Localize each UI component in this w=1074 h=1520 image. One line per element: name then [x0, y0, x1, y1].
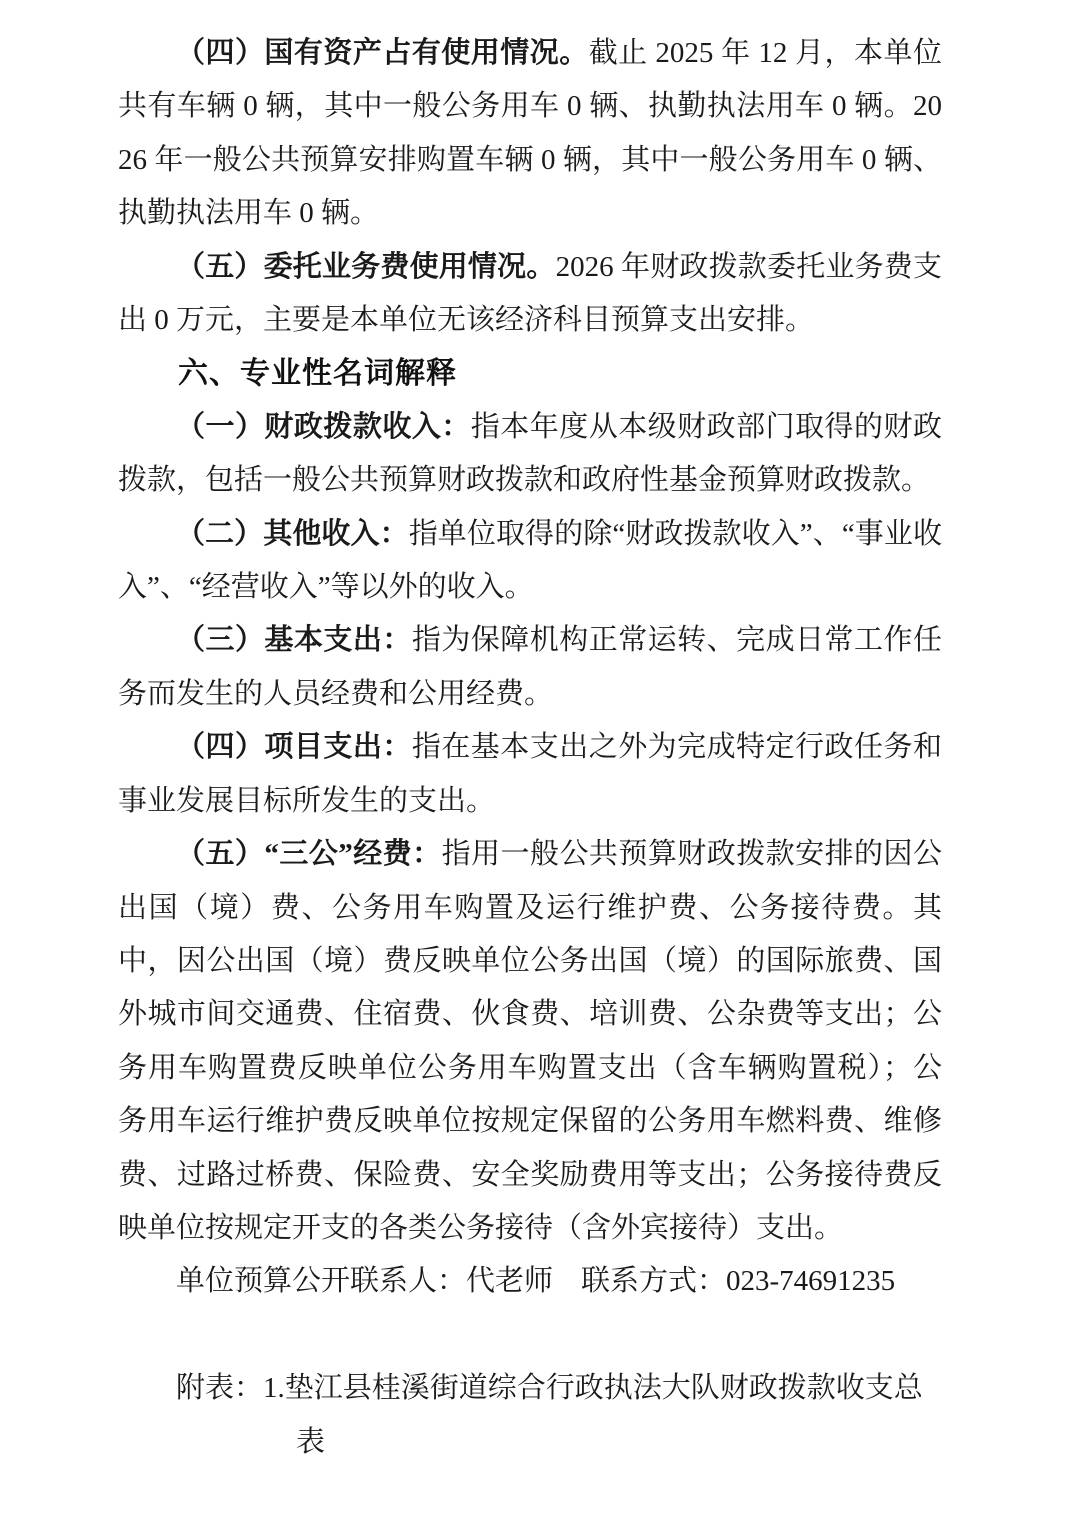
definition-fiscal-appropriation-income	[118, 401, 942, 508]
attachment-note	[118, 1362, 942, 1469]
definition-three-public-funds	[118, 828, 942, 1255]
paragraph-entrusted-fees	[118, 241, 942, 348]
contact-phone: 联系方式：023-74691235	[581, 1265, 896, 1298]
definition-project-expenditure-lead: （四）项目支出：	[176, 731, 412, 764]
definition-fiscal-appropriation-income-text: 指本年度从本级财政部门取得的财政拨款，包括一般公共预算财政拨款和政府性基金预算财政拨款。	[118, 410, 942, 497]
definition-project-expenditure-text: 指在基本支出之外为完成特定行政任务和事业发展目标所发生的支出。	[118, 731, 942, 817]
paragraph-state-assets-lead: （四）国有资产占有使用情况。	[176, 37, 589, 69]
attachment-line-2: 表	[296, 1425, 326, 1458]
definition-other-income-text: 指单位取得的除“财政拨款收入”、“事业收入”、“经营收入”等以外的收入。	[118, 517, 942, 604]
definition-other-income	[118, 508, 942, 615]
definition-basic-expenditure	[118, 614, 942, 721]
definition-basic-expenditure-lead: （三）基本支出：	[176, 624, 412, 657]
attachment-line-1: 附表：1.垫江县桂溪街道综合行政执法大队财政拨款收支总	[176, 1372, 923, 1405]
contact-person: 单位预算公开联系人：代老师	[176, 1265, 554, 1298]
definition-other-income-lead: （二）其他收入：	[176, 517, 409, 550]
paragraph-state-assets	[118, 27, 942, 241]
definition-basic-expenditure-text: 指为保障机构正常运转、完成日常工作任务而发生的人员经费和公用经费。	[118, 624, 942, 710]
paragraph-state-assets-text: 截止 2025 年 12 月，本单位共有车辆 0 辆，其中一般公务用车 0 辆、执勤执法用车 0 辆。2026 年一般公共预算安排购置车辆 0 辆，其中一般公务用车 0 辆、执勤执法用车 0 辆。	[118, 37, 942, 230]
definition-three-public-funds-lead: （五）“三公”经费：	[176, 838, 442, 871]
paragraph-entrusted-fees-lead: （五）委托业务费使用情况。	[176, 250, 556, 283]
contact-line	[118, 1255, 942, 1308]
definition-three-public-funds-text: 指用一般公共预算财政拨款安排的因公出国（境）费、公务用车购置及运行维护费、公务接待费。其中，因公出国（境）费反映单位公务出国（境）的国际旅费、国外城市间交通费、住宿费、伙食费、培训费、公杂费等支出；公务用车购置费反映单位公务用车购置支出（含车辆购置税）；公务用车运行维护费反映单位按规定保留的公务用车燃料费、维修费、过路过桥费、保险费、安全奖励费用等支出；公务接待费反映单位按规定开支的各类公务接待（含外宾接待）支出。	[118, 838, 942, 1244]
definition-project-expenditure	[118, 721, 942, 828]
definition-fiscal-appropriation-income-lead: （一）财政拨款收入：	[176, 410, 471, 443]
paragraph-entrusted-fees-text: 2026 年财政拨款委托业务费支出 0 万元，主要是本单位无该经济科目预算支出安排。	[118, 250, 942, 337]
section-heading-glossary: 六、专业性名词解释	[178, 357, 457, 391]
